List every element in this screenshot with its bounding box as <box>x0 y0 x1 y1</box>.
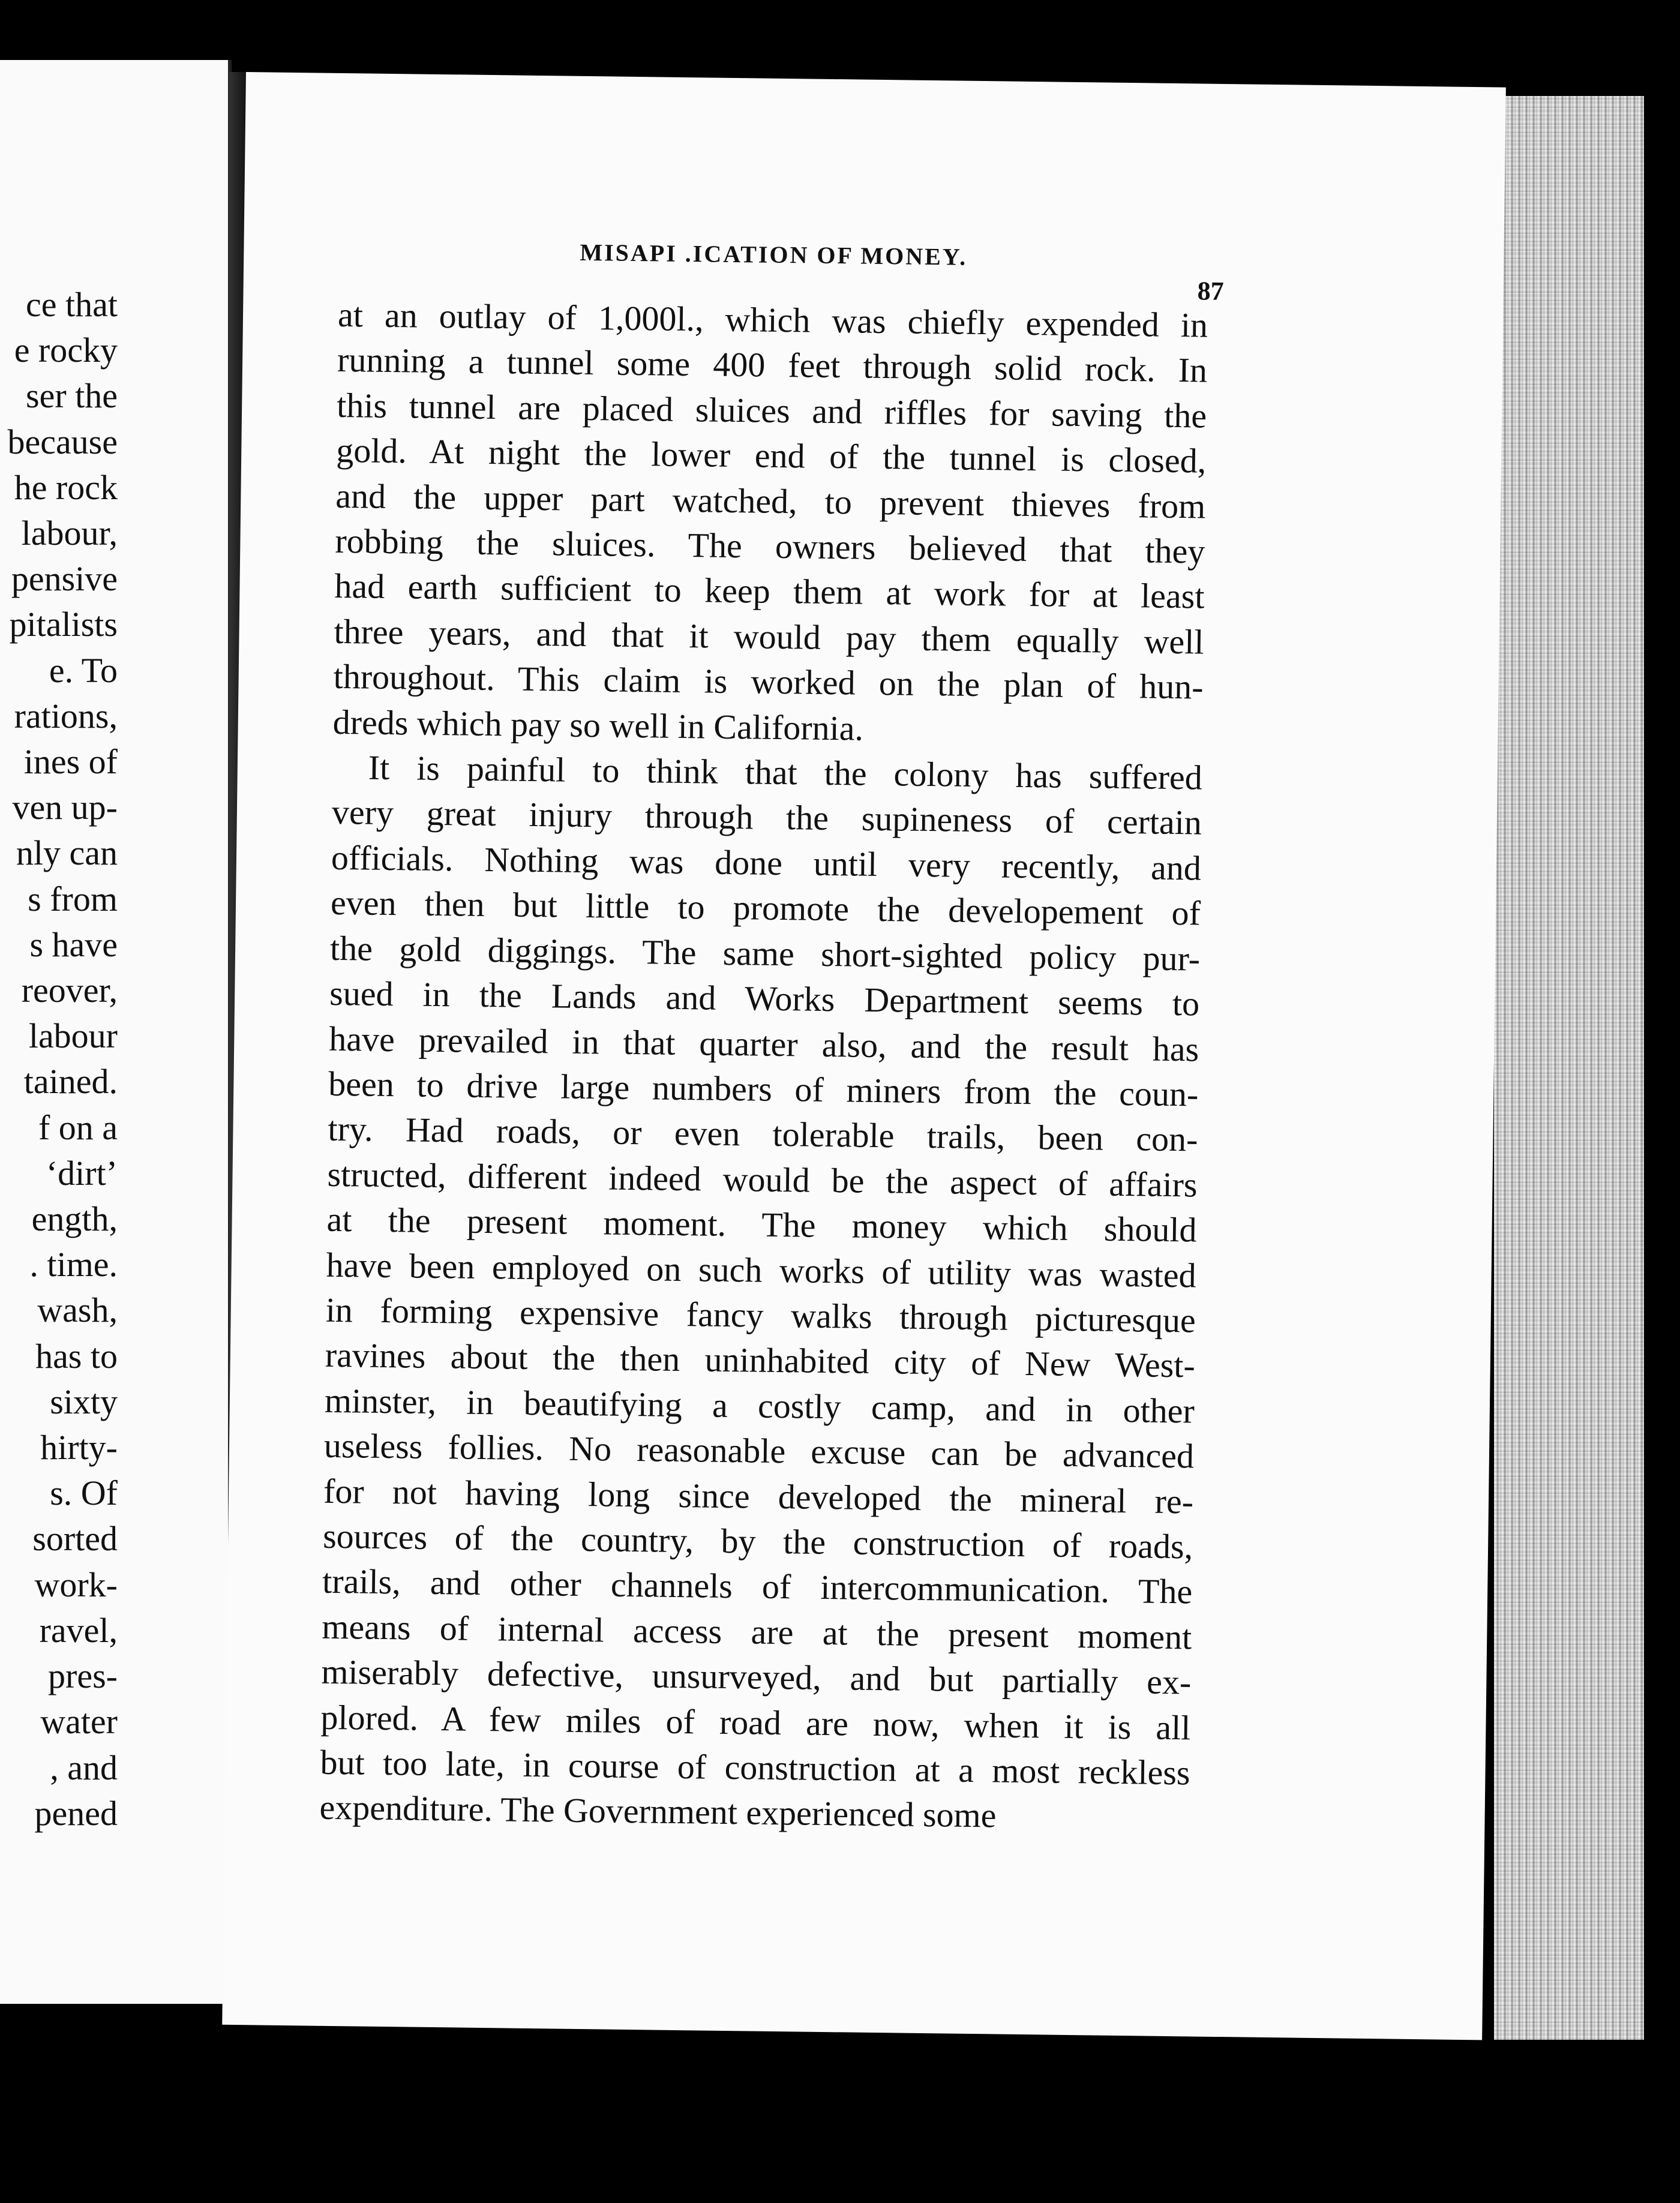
body-line: have prevailed in that quarter also, and the result has <box>328 1019 1199 1069</box>
previous-page-line: because <box>7 422 118 461</box>
previous-page-line: pened <box>34 1793 118 1833</box>
previous-page-line: wash, <box>37 1290 118 1330</box>
body-line: this tunnel are placed sluices and riffles for saving the <box>336 385 1207 436</box>
previous-page-line: f on a <box>38 1107 118 1147</box>
body-line: It is painful to think that the colony has suffered <box>368 748 1203 797</box>
page-edges <box>1494 96 1644 2040</box>
previous-page-text <box>0 282 120 1836</box>
body-line: the gold diggings. The same short-sighted policy pur- <box>329 928 1201 979</box>
previous-page-line: e. To <box>49 650 118 690</box>
previous-page-line: has to <box>35 1336 118 1376</box>
previous-page-line: . time. <box>29 1245 118 1284</box>
previous-page-line: sorted <box>32 1519 118 1559</box>
previous-page-line: ines of <box>23 742 118 782</box>
previous-page-line: ‘dirt’ <box>46 1153 118 1193</box>
previous-page-line: ravel, <box>39 1610 118 1650</box>
body-line: plored. A few miles of road are now, when it is all <box>320 1697 1191 1748</box>
body-line: in forming expensive fancy walks through picturesque <box>325 1290 1196 1340</box>
previous-page-line: , and <box>50 1748 118 1787</box>
body-line: means of internal access are at the present moment <box>321 1607 1192 1657</box>
body-line: running a tunnel some 400 feet through solid rock. In <box>337 340 1208 391</box>
previous-page-line: pres- <box>48 1656 118 1696</box>
previous-page-line: ser the <box>26 376 118 416</box>
current-page <box>222 72 1506 2040</box>
body-line: and the upper part watched, to prevent thieves from <box>335 476 1206 526</box>
previous-page-line: labour, <box>21 514 118 553</box>
body-line: structed, different indeed would be the aspect of affairs <box>327 1154 1198 1205</box>
previous-page-line: work- <box>34 1565 118 1604</box>
previous-page-line: water <box>40 1702 118 1742</box>
previous-page-line: sixty <box>50 1382 118 1421</box>
body-line: but too late, in course of construction at a most reckless <box>320 1742 1190 1793</box>
body-line: at the present moment. The money which should <box>326 1199 1197 1250</box>
previous-page-line: hirty- <box>40 1428 118 1467</box>
body-line: had earth sufficient to keep them at work for at least <box>334 566 1205 617</box>
body-line: try. Had roads, or even tolerable trails, been con- <box>328 1109 1198 1159</box>
previous-page-line: nly can <box>16 833 118 873</box>
body-line: dreds which pay so well in California. <box>332 702 864 748</box>
previous-page-line: rations, <box>14 696 118 736</box>
previous-page-line: pitalists <box>9 605 118 644</box>
body-line: three years, and that it would pay them equally well <box>334 611 1204 662</box>
body-line: very great injury through the supineness of certain <box>331 793 1202 843</box>
body-line: expenditure. The Government experienced some <box>319 1788 997 1835</box>
body-line: for not having long since developed the mineral re- <box>323 1471 1194 1521</box>
body-line: have been employed on such works of utility was wasted <box>326 1245 1197 1295</box>
page-number: 87 <box>1197 276 1224 306</box>
body-text <box>319 292 1208 1841</box>
body-line: officials. Nothing was done until very recently, and <box>331 838 1202 888</box>
previous-page <box>0 60 232 2004</box>
previous-page-line: s from <box>28 879 118 919</box>
previous-page-line: s. Of <box>50 1473 118 1513</box>
body-line: useless follies. No reasonable excuse can be advanced <box>323 1425 1195 1476</box>
previous-page-line: labour <box>28 1016 118 1056</box>
body-line: sued in the Lands and Works Department seems to <box>329 973 1200 1024</box>
body-line: been to drive large numbers of miners from the coun- <box>328 1064 1199 1114</box>
body-line: even then but little to promote the developement of <box>330 883 1201 933</box>
previous-page-line: reover, <box>21 971 118 1010</box>
body-line: ravines about the then uninhabited city of New West- <box>325 1335 1196 1385</box>
previous-page-line: tained. <box>23 1062 118 1102</box>
body-line: gold. At night the lower end of the tunnel is closed, <box>335 431 1207 481</box>
previous-page-line: ength, <box>31 1199 118 1239</box>
previous-page-line: s have <box>29 925 118 964</box>
previous-page-line: ce that <box>26 285 118 324</box>
body-line: minster, in beautifying a costly camp, and in other <box>324 1380 1195 1431</box>
body-line: miserably defective, unsurveyed, and but partially ex- <box>321 1652 1192 1702</box>
body-line: robbing the sluices. The owners believed that they <box>335 521 1205 571</box>
body-line: at an outlay of 1,000l., which was chiefly expended in <box>337 295 1208 345</box>
previous-page-line: ven up- <box>12 788 118 827</box>
body-line: sources of the country, by the construction of roads, <box>322 1516 1193 1566</box>
previous-page-line: e rocky <box>14 331 118 370</box>
previous-page-line: pensive <box>11 559 118 599</box>
body-line: throughout. This claim is worked on the plan of hun- <box>333 657 1204 707</box>
previous-page-line: he rock <box>14 467 118 507</box>
running-head: MISAPI .ICATION OF MONEY. <box>580 238 968 271</box>
body-line: trails, and other channels of intercommunication. The <box>322 1562 1193 1611</box>
